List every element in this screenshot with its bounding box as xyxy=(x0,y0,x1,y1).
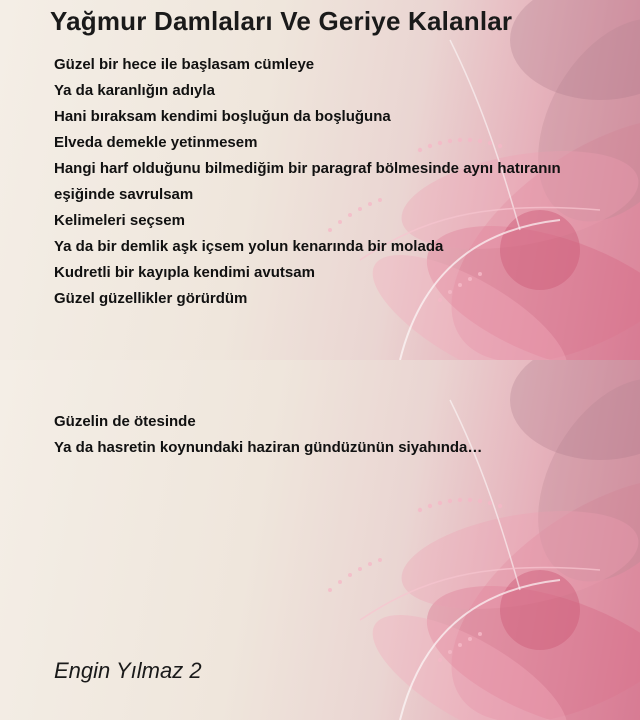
poem-line: Hangi harf olduğunu bilmediğim bir paragraf bölmesinde aynı hatıranın xyxy=(54,160,561,177)
stanza-1 xyxy=(54,52,561,312)
poem-line: Ya da hasretin koynundaki haziran gündüzünün siyahında… xyxy=(54,439,483,456)
poem-line: Kudretli bir kayıpla kendimi avutsam xyxy=(54,264,315,281)
poem-title: Yağmur Damlaları Ve Geriye Kalanlar xyxy=(50,6,513,36)
stanza-2 xyxy=(54,409,482,461)
poem-author: Engin Yılmaz 2 xyxy=(54,658,202,683)
poem-line: Kelimeleri seçsem xyxy=(54,212,185,229)
poem-line: Ya da karanlığın adıyla xyxy=(54,82,215,99)
poem-line: Ya da bir demlik aşk içsem yolun kenarında bir molada xyxy=(54,238,444,255)
poem-line: Hani bıraksam kendimi boşluğun da boşluğuna xyxy=(54,108,391,125)
poem-line: Güzel bir hece ile başlasam cümleye xyxy=(54,56,315,73)
poem-line: Güzelin de ötesinde xyxy=(54,413,196,430)
poem-line: eşiğinde savrulsam xyxy=(54,186,194,203)
poem-line: Güzel güzellikler görürdüm xyxy=(54,290,248,307)
poem-line: Elveda demekle yetinmesem xyxy=(54,134,258,151)
